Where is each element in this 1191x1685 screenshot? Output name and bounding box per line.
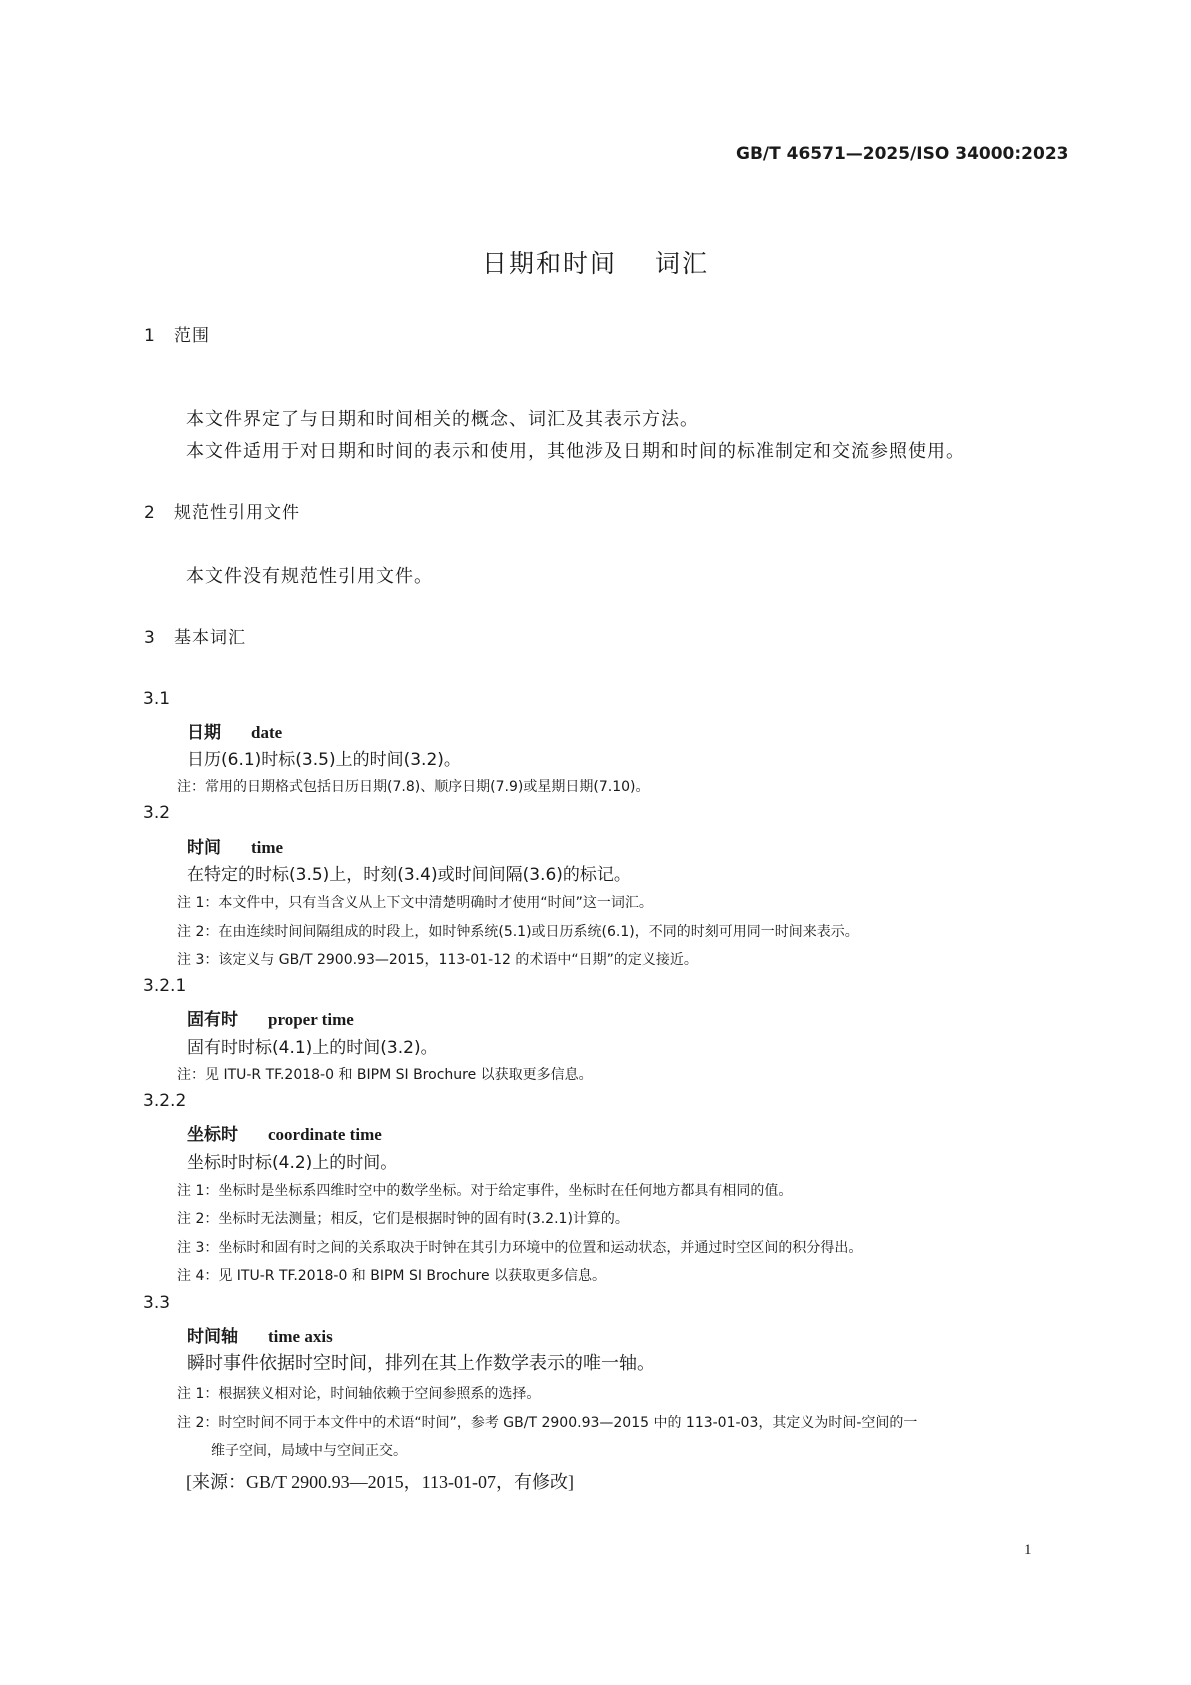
clause-number: 3.3 (143, 1293, 171, 1313)
section-heading-2: 2 规范性引用文件 (144, 503, 300, 523)
term-definition: 固有时时标(4.1)上的时间(3.2)。 (187, 1038, 438, 1058)
term-title: 时间轴 time axis (187, 1327, 333, 1347)
term-definition: 坐标时时标(4.2)上的时间。 (187, 1153, 398, 1173)
clause-number: 3.2.2 (143, 1091, 187, 1111)
section-2-paragraph-1: 本文件没有规范性引用文件。 (186, 566, 433, 586)
document-number: GB/T 46571—2025/ISO 34000:2023 (736, 144, 1069, 164)
term-note: 注 1：本文件中，只有当含义从上下文中清楚明确时才使用“时间”这一词汇。 (177, 895, 653, 911)
section-1-paragraph-1: 本文件界定了与日期和时间相关的概念、词汇及其表示方法。 (186, 409, 699, 429)
section-1-paragraph-2: 本文件适用于对日期和时间的表示和使用，其他涉及日期和时间的标准制定和交流参照使用。 (186, 441, 965, 461)
term-title: 坐标时 coordinate time (187, 1125, 382, 1145)
section-heading-3: 3 基本词汇 (144, 628, 246, 648)
term-note: 注：常用的日期格式包括日历日期(7.8)、顺序日期(7.9)或星期日期(7.10)。 (177, 779, 650, 795)
term-title: 日期 date (187, 723, 283, 743)
page-title (0, 244, 1191, 280)
term-note: 注 2：时空时间不同于本文件中的术语“时间”，参考 GB/T 2900.93—2015 中的 113-01-03，其定义为时间-空间的一 (177, 1415, 918, 1431)
term-definition: 瞬时事件依据时空时间，排列在其上作数学表示的唯一轴。 (187, 1353, 655, 1373)
term-note: 注 3：该定义与 GB/T 2900.93—2015，113-01-12 的术语中“日期”的定义接近。 (177, 952, 698, 968)
section-heading-1: 1 范围 (144, 326, 210, 346)
term-note: 注 1：坐标时是坐标系四维时空中的数学坐标。对于给定事件，坐标时在任何地方都具有相同的值。 (177, 1183, 793, 1199)
clause-number: 3.2.1 (143, 976, 187, 996)
page-number: 1 (1024, 1542, 1032, 1558)
term-definition: 日历(6.1)时标(3.5)上的时间(3.2)。 (187, 750, 461, 770)
title-main: 日期和时间 (481, 249, 617, 278)
term-note: 注 4：见 ITU-R TF.2018-0 和 BIPM SI Brochure 以获取更多信息。 (177, 1268, 607, 1284)
term-note: 注：见 ITU-R TF.2018-0 和 BIPM SI Brochure 以获取更多信息。 (177, 1067, 593, 1083)
title-sub: 词汇 (655, 249, 710, 278)
term-note: 注 2：在由连续时间间隔组成的时段上，如时钟系统(5.1)或日历系统(6.1)，不同的时刻可用同一时间来表示。 (177, 924, 859, 940)
term-note: 注 1：根据狭义相对论，时间轴依赖于空间参照系的选择。 (177, 1386, 541, 1402)
term-title: 时间 time (187, 838, 284, 858)
term-note: 注 3：坐标时和固有时之间的关系取决于时钟在其引力环境中的位置和运动状态，并通过时空区间的积分得出。 (177, 1240, 863, 1256)
term-source: [来源：GB/T 2900.93—2015，113-01-07，有修改] (186, 1472, 574, 1492)
term-definition: 在特定的时标(3.5)上，时刻(3.4)或时间间隔(3.6)的标记。 (187, 865, 631, 885)
term-note: 注 2：坐标时无法测量；相反，它们是根据时钟的固有时(3.2.1)计算的。 (177, 1211, 629, 1227)
term-title: 固有时 proper time (187, 1010, 354, 1030)
term-note-continuation: 维子空间，局域中与空间正交。 (211, 1443, 407, 1459)
clause-number: 3.1 (143, 689, 171, 709)
clause-number: 3.2 (143, 803, 171, 823)
